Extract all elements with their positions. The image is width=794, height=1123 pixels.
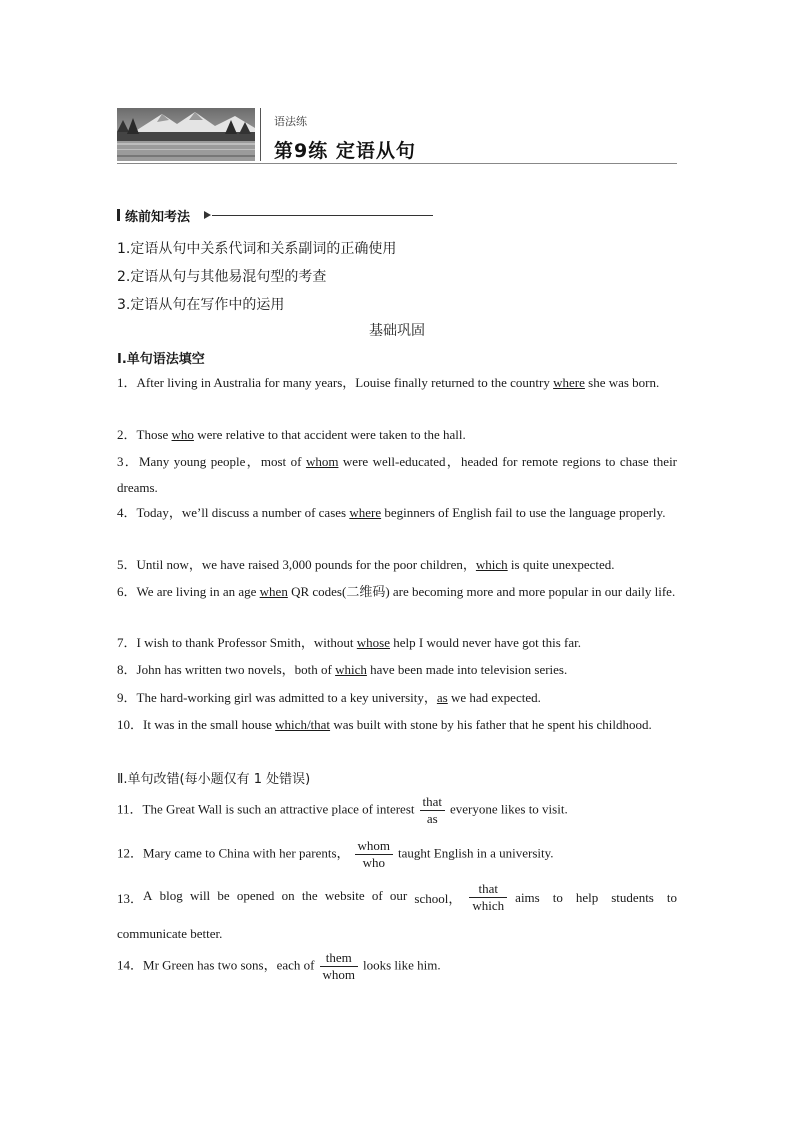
correction-item: 14．Mr Green has two sons，each of $\frac{\text{them}}{\text{whom}}$ looks like him. [117,950,441,982]
correct-word: whom [322,967,355,982]
question-item: 8．John has written two novels，both of which have been made into television series. [117,662,568,677]
question-item: 5．Until now，we have raised 3,000 pounds for the poor children，which is quite unexpected. [117,557,615,572]
correct-word: which [472,898,505,913]
question-item: 4．Today，we’ll discuss a number of cases where beginners of English fail to use the language properly. [117,505,666,520]
wrong-word: that [469,881,507,898]
question-item: 6．We are living in an age when QR codes(二维码) are becoming more and more popular in our daily life. [117,584,676,599]
wrong-word: that [420,794,446,811]
knowledge-point: 2.定语从句与其他易混句型的考查 [117,269,327,285]
section-label: 练前知考法 [125,210,191,225]
question-item: 9．The hard-working girl was admitted to a key university，as we had expected. [117,690,541,705]
header-landscape-image [117,108,255,161]
correction-item: 11．The Great Wall is such an attractive place of interest $\frac{\text{that}}{as}$ everyone likes to visit. [117,794,568,826]
correct-word: as [426,811,438,826]
section-title: 基础巩固 [369,323,425,339]
answer-text: whom [305,454,339,469]
section-line [212,215,433,216]
section-heading [117,206,437,224]
wrong-word: them [320,950,359,967]
answer-text: which/that [275,717,331,732]
header-rule [117,163,677,164]
correction-item: 12．Mary came to China with her parents， $\frac{\text{whom}}{\text{who}}$ taught English in a university. [117,838,554,870]
correction-fraction [469,881,507,914]
knowledge-point: 3.定语从句在写作中的运用 [117,297,285,313]
answer-text: who [171,427,194,442]
header-category: 语法练 [274,115,307,128]
knowledge-point: 1.定语从句中关系代词和关系副词的正确使用 [117,241,397,257]
correct-word: who [362,855,385,870]
question-item: 2．Those who were relative to that accident were taken to the hall. [117,427,466,442]
question-item: 1．After living in Australia for many years，Louise finally returned to the country where she was born. [117,375,660,390]
part-heading: Ⅱ.单句改错(每小题仅有 1 处错误) [117,772,311,787]
section-bar-marker [117,209,120,221]
answer-text: whose [356,635,391,650]
correction-fraction [355,838,394,871]
answer-text: where [349,505,382,520]
wrong-word: whom [355,838,394,855]
correction-fraction [420,794,446,827]
answer-text: which [335,662,367,677]
question-item: 3．Many young people，most of whom were well-educated，headed for remote regions to chase their dreams. [117,454,678,495]
question-item: 7．I wish to thank Professor Smith，without whose help I would never have got this far. [117,635,581,650]
page-title: 第9练 定语从句 [274,140,416,162]
part-heading: Ⅰ.单句语法填空 [117,352,205,367]
answer-text: which [475,557,508,572]
correction-continuation: communicate better. [117,926,223,941]
answer-text: where [553,375,585,390]
answer-text: when [259,584,288,599]
spread-text: A blog will be opened on the website of our school， [143,888,462,906]
arrow-icon [204,211,211,219]
answer-text: as [436,690,448,705]
header-divider [260,108,261,161]
correction-item: 13． A blog will be opened on the website of our school， $\frac{\text{that}}{\text{which}}$ aims to help students to [117,881,677,913]
question-item: 10．It was in the small house which/that was built with stone by his father that he spent his childhood. [117,717,652,732]
correction-fraction [320,950,359,983]
